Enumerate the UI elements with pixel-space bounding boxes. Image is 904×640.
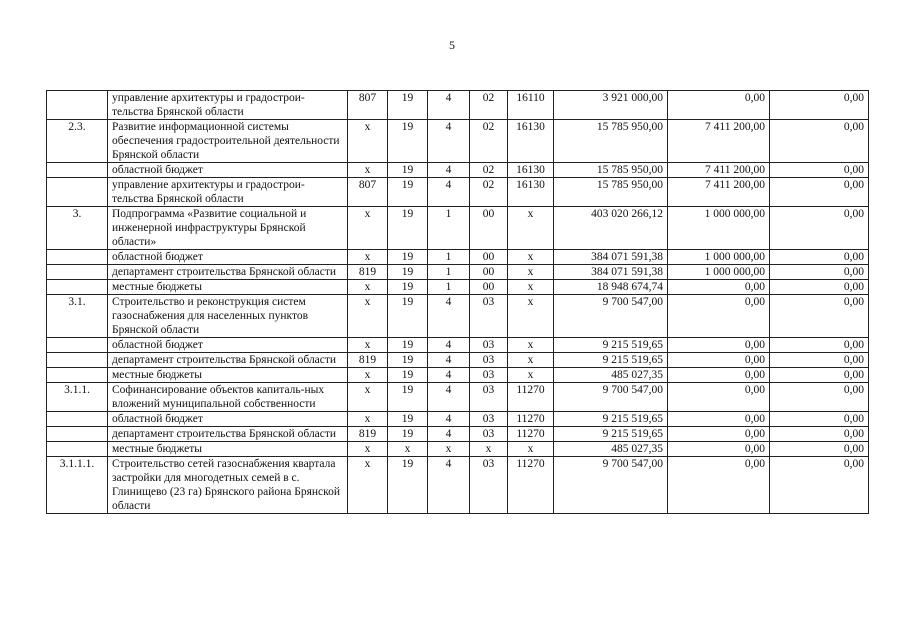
program-code-cell: 19 — [388, 457, 428, 514]
direction-code-cell: 11270 — [508, 427, 554, 442]
row-number-cell: 2.3. — [47, 120, 108, 163]
direction-code-cell: 11270 — [508, 383, 554, 412]
subprogram-code-cell: 4 — [428, 412, 470, 427]
amount-2020-cell: 1 000 000,00 — [668, 207, 770, 250]
row-number-cell — [47, 178, 108, 207]
page-number: 5 — [449, 38, 455, 52]
direction-code-cell: х — [508, 353, 554, 368]
row-number-cell — [47, 91, 108, 120]
table-row — [47, 295, 869, 338]
row-name-cell: управление архитектуры и градострои-тельства Брянской области — [108, 178, 348, 207]
row-name-cell: управление архитектуры и градострои-тельства Брянской области — [108, 91, 348, 120]
subprogram-code-cell: 4 — [428, 120, 470, 163]
budget-table — [46, 90, 869, 514]
amount-2021-cell: 0,00 — [770, 295, 869, 338]
amount-2020-cell: 0,00 — [668, 353, 770, 368]
amount-2019-cell: 9 700 547,00 — [554, 457, 668, 514]
direction-code-cell: х — [508, 338, 554, 353]
amount-2021-cell: 0,00 — [770, 338, 869, 353]
row-number-cell — [47, 265, 108, 280]
row-number-cell: 3.1.1. — [47, 383, 108, 412]
amount-2020-cell: 0,00 — [668, 427, 770, 442]
main-event-code-cell: 03 — [470, 383, 508, 412]
direction-code-cell: 11270 — [508, 457, 554, 514]
row-number-cell — [47, 250, 108, 265]
row-number-cell — [47, 368, 108, 383]
amount-2021-cell: 0,00 — [770, 178, 869, 207]
table-row — [47, 163, 869, 178]
amount-2021-cell: 0,00 — [770, 427, 869, 442]
row-number-cell: 3.1.1.1. — [47, 457, 108, 514]
amount-2021-cell: 0,00 — [770, 353, 869, 368]
amount-2021-cell: 0,00 — [770, 250, 869, 265]
table-row — [47, 120, 869, 163]
amount-2020-cell: 0,00 — [668, 368, 770, 383]
amount-2020-cell: 1 000 000,00 — [668, 265, 770, 280]
amount-2021-cell: 0,00 — [770, 412, 869, 427]
table-row — [47, 178, 869, 207]
amount-2021-cell: 0,00 — [770, 383, 869, 412]
amount-2019-cell: 403 020 266,12 — [554, 207, 668, 250]
amount-2019-cell: 3 921 000,00 — [554, 91, 668, 120]
row-name-cell: Подпрограмма «Развитие социальной и инженерной инфраструктуры Брянской области» — [108, 207, 348, 250]
program-code-cell: 19 — [388, 338, 428, 353]
grbs-code-cell: 819 — [348, 427, 388, 442]
table-row — [47, 250, 869, 265]
grbs-code-cell: х — [348, 457, 388, 514]
row-name-cell: Софинансирование объектов капиталь-ных вложений муниципальной собственности — [108, 383, 348, 412]
amount-2019-cell: 9 215 519,65 — [554, 353, 668, 368]
subprogram-code-cell: 4 — [428, 353, 470, 368]
main-event-code-cell: 02 — [470, 91, 508, 120]
subprogram-code-cell: 1 — [428, 207, 470, 250]
subprogram-code-cell: х — [428, 442, 470, 457]
amount-2020-cell: 0,00 — [668, 457, 770, 514]
amount-2021-cell: 0,00 — [770, 91, 869, 120]
grbs-code-cell: х — [348, 250, 388, 265]
table-row — [47, 338, 869, 353]
amount-2019-cell: 9 215 519,65 — [554, 338, 668, 353]
table-row — [47, 457, 869, 514]
amount-2019-cell: 15 785 950,00 — [554, 163, 668, 178]
amount-2021-cell: 0,00 — [770, 207, 869, 250]
direction-code-cell: 16110 — [508, 91, 554, 120]
subprogram-code-cell: 1 — [428, 250, 470, 265]
amount-2020-cell: 0,00 — [668, 442, 770, 457]
grbs-code-cell: х — [348, 280, 388, 295]
table-row — [47, 427, 869, 442]
grbs-code-cell: 819 — [348, 353, 388, 368]
table-row — [47, 442, 869, 457]
direction-code-cell: 11270 — [508, 412, 554, 427]
amount-2020-cell: 7 411 200,00 — [668, 163, 770, 178]
row-number-cell — [47, 442, 108, 457]
amount-2019-cell: 9 700 547,00 — [554, 295, 668, 338]
row-name-cell: департамент строительства Брянской области — [108, 353, 348, 368]
program-code-cell: 19 — [388, 295, 428, 338]
grbs-code-cell: х — [348, 383, 388, 412]
grbs-code-cell: 819 — [348, 265, 388, 280]
direction-code-cell: х — [508, 250, 554, 265]
direction-code-cell: х — [508, 265, 554, 280]
amount-2019-cell: 485 027,35 — [554, 442, 668, 457]
row-name-cell: Развитие информационной системы обеспечения градостроительной деятельности Брянской области — [108, 120, 348, 163]
table-row — [47, 207, 869, 250]
direction-code-cell: х — [508, 368, 554, 383]
grbs-code-cell: х — [348, 163, 388, 178]
grbs-code-cell: 807 — [348, 178, 388, 207]
table-row — [47, 368, 869, 383]
program-code-cell: 19 — [388, 427, 428, 442]
row-number-cell — [47, 280, 108, 295]
amount-2019-cell: 9 215 519,65 — [554, 427, 668, 442]
main-event-code-cell: 03 — [470, 338, 508, 353]
amount-2021-cell: 0,00 — [770, 120, 869, 163]
amount-2019-cell: 15 785 950,00 — [554, 178, 668, 207]
grbs-code-cell: х — [348, 412, 388, 427]
direction-code-cell: х — [508, 207, 554, 250]
subprogram-code-cell: 4 — [428, 295, 470, 338]
amount-2020-cell: 0,00 — [668, 295, 770, 338]
amount-2019-cell: 485 027,35 — [554, 368, 668, 383]
row-name-cell: местные бюджеты — [108, 442, 348, 457]
program-code-cell: 19 — [388, 383, 428, 412]
amount-2019-cell: 384 071 591,38 — [554, 250, 668, 265]
direction-code-cell: 16130 — [508, 178, 554, 207]
program-code-cell: 19 — [388, 250, 428, 265]
subprogram-code-cell: 4 — [428, 368, 470, 383]
main-event-code-cell: 02 — [470, 178, 508, 207]
amount-2020-cell: 0,00 — [668, 338, 770, 353]
direction-code-cell: х — [508, 442, 554, 457]
row-name-cell: местные бюджеты — [108, 280, 348, 295]
grbs-code-cell: х — [348, 368, 388, 383]
table-row — [47, 353, 869, 368]
amount-2020-cell: 0,00 — [668, 383, 770, 412]
program-code-cell: 19 — [388, 265, 428, 280]
main-event-code-cell: 00 — [470, 250, 508, 265]
grbs-code-cell: х — [348, 120, 388, 163]
row-name-cell: местные бюджеты — [108, 368, 348, 383]
amount-2020-cell: 7 411 200,00 — [668, 178, 770, 207]
main-event-code-cell: 03 — [470, 427, 508, 442]
main-event-code-cell: 03 — [470, 353, 508, 368]
row-number-cell — [47, 412, 108, 427]
program-code-cell: 19 — [388, 178, 428, 207]
main-event-code-cell: 03 — [470, 295, 508, 338]
table-body — [47, 91, 869, 514]
amount-2021-cell: 0,00 — [770, 163, 869, 178]
program-code-cell: х — [388, 442, 428, 457]
program-code-cell: 19 — [388, 207, 428, 250]
amount-2019-cell: 18 948 674,74 — [554, 280, 668, 295]
table-row — [47, 265, 869, 280]
row-name-cell: Строительство и реконструкция систем газоснабжения для населенных пунктов Брянской области — [108, 295, 348, 338]
amount-2019-cell: 384 071 591,38 — [554, 265, 668, 280]
main-event-code-cell: х — [470, 442, 508, 457]
row-number-cell — [47, 338, 108, 353]
row-name-cell: областной бюджет — [108, 163, 348, 178]
row-number-cell: 3. — [47, 207, 108, 250]
program-code-cell: 19 — [388, 353, 428, 368]
subprogram-code-cell: 4 — [428, 91, 470, 120]
main-event-code-cell: 00 — [470, 207, 508, 250]
row-number-cell: 3.1. — [47, 295, 108, 338]
direction-code-cell: 16130 — [508, 163, 554, 178]
amount-2020-cell: 7 411 200,00 — [668, 120, 770, 163]
grbs-code-cell: х — [348, 295, 388, 338]
amount-2021-cell: 0,00 — [770, 457, 869, 514]
amount-2021-cell: 0,00 — [770, 280, 869, 295]
table-row — [47, 383, 869, 412]
main-event-code-cell: 00 — [470, 265, 508, 280]
amount-2019-cell: 9 215 519,65 — [554, 412, 668, 427]
amount-2021-cell: 0,00 — [770, 442, 869, 457]
program-code-cell: 19 — [388, 412, 428, 427]
program-code-cell: 19 — [388, 120, 428, 163]
main-event-code-cell: 00 — [470, 280, 508, 295]
main-event-code-cell: 02 — [470, 120, 508, 163]
main-event-code-cell: 03 — [470, 457, 508, 514]
program-code-cell: 19 — [388, 163, 428, 178]
subprogram-code-cell: 4 — [428, 163, 470, 178]
direction-code-cell: х — [508, 295, 554, 338]
grbs-code-cell: х — [348, 442, 388, 457]
direction-code-cell: 16130 — [508, 120, 554, 163]
subprogram-code-cell: 4 — [428, 178, 470, 207]
amount-2021-cell: 0,00 — [770, 368, 869, 383]
row-name-cell: областной бюджет — [108, 338, 348, 353]
row-name-cell: Строительство сетей газоснабжения квартала застройки для многодетных семей в с. Глинищево (23 га) Брянского района Брянской области — [108, 457, 348, 514]
main-event-code-cell: 02 — [470, 163, 508, 178]
amount-2019-cell: 15 785 950,00 — [554, 120, 668, 163]
table-row — [47, 91, 869, 120]
amount-2020-cell: 1 000 000,00 — [668, 250, 770, 265]
subprogram-code-cell: 1 — [428, 280, 470, 295]
table-row — [47, 412, 869, 427]
row-name-cell: областной бюджет — [108, 250, 348, 265]
subprogram-code-cell: 4 — [428, 338, 470, 353]
amount-2019-cell: 9 700 547,00 — [554, 383, 668, 412]
subprogram-code-cell: 4 — [428, 457, 470, 514]
table-row — [47, 280, 869, 295]
amount-2021-cell: 0,00 — [770, 265, 869, 280]
row-number-cell — [47, 427, 108, 442]
program-code-cell: 19 — [388, 280, 428, 295]
row-name-cell: областной бюджет — [108, 412, 348, 427]
subprogram-code-cell: 1 — [428, 265, 470, 280]
amount-2020-cell: 0,00 — [668, 91, 770, 120]
main-event-code-cell: 03 — [470, 368, 508, 383]
subprogram-code-cell: 4 — [428, 427, 470, 442]
amount-2020-cell: 0,00 — [668, 412, 770, 427]
direction-code-cell: х — [508, 280, 554, 295]
row-number-cell — [47, 353, 108, 368]
main-event-code-cell: 03 — [470, 412, 508, 427]
row-name-cell: департамент строительства Брянской области — [108, 265, 348, 280]
grbs-code-cell: х — [348, 338, 388, 353]
grbs-code-cell: 807 — [348, 91, 388, 120]
grbs-code-cell: х — [348, 207, 388, 250]
amount-2020-cell: 0,00 — [668, 280, 770, 295]
row-number-cell — [47, 163, 108, 178]
subprogram-code-cell: 4 — [428, 383, 470, 412]
program-code-cell: 19 — [388, 91, 428, 120]
program-code-cell: 19 — [388, 368, 428, 383]
row-name-cell: департамент строительства Брянской области — [108, 427, 348, 442]
